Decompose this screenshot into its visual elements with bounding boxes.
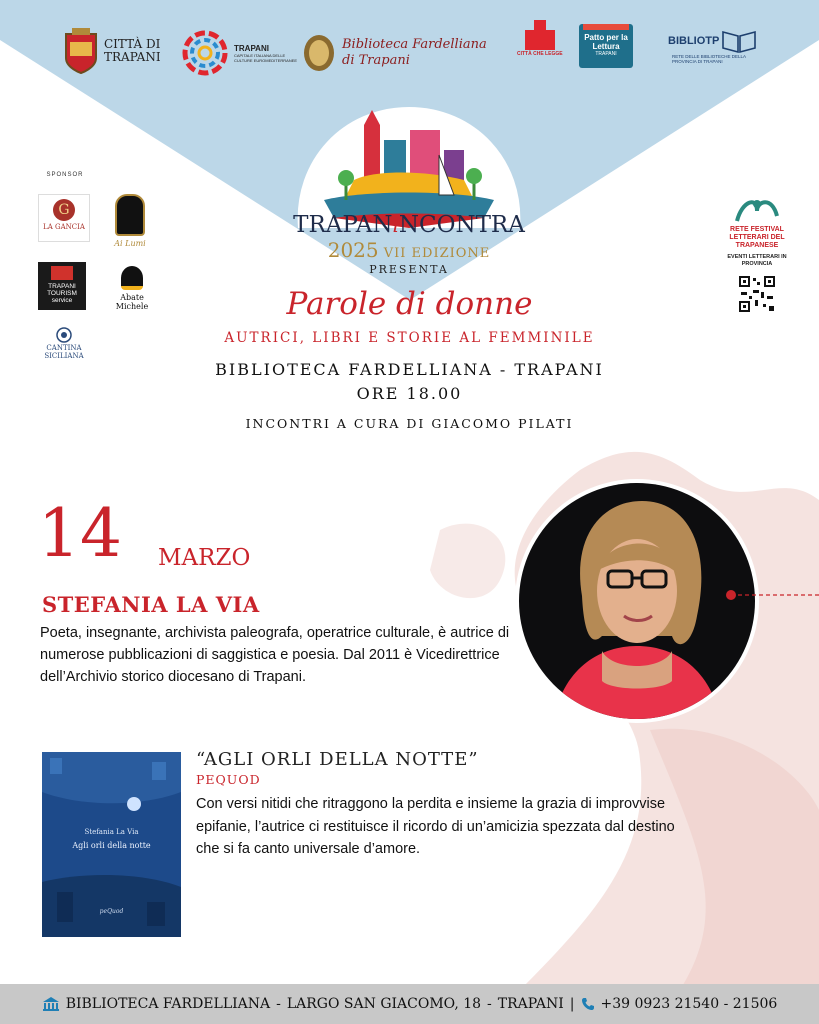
footer-bar [0, 984, 819, 1024]
festival-name: RETE FESTIVAL LETTERARI DEL TRAPANESE [729, 226, 785, 249]
edition-line [259, 238, 559, 262]
qr-code-icon[interactable] [737, 274, 777, 314]
patto-lettura-logo [579, 24, 633, 68]
event-month: MARZO [158, 545, 251, 571]
sponsor-trapani-tourism [38, 262, 86, 310]
footer-city: TRAPANI [497, 996, 564, 1012]
festival-sub: EVENTI LETTERARI IN PROVINCIA [727, 254, 787, 267]
book-publisher: PEQUOD [196, 772, 261, 787]
capitale-logo [182, 30, 304, 76]
la-gancia-text: LA GANCIA [43, 223, 85, 231]
sponsor-cantina-siciliana [38, 326, 90, 362]
sponsor-abate-michele [112, 266, 152, 318]
trapanincontra-right: NCONTRA [398, 212, 525, 238]
cantina-siciliana-icon [55, 326, 73, 344]
biblioteca-crest-icon [302, 34, 336, 72]
footer-sep-1: - [276, 996, 281, 1012]
sponsor-ai-lumi [112, 194, 148, 258]
phone-icon [581, 997, 595, 1011]
book-title: “AGLI ORLI DELLA NOTTE” [196, 749, 479, 770]
program-title: Parole di donne [286, 286, 533, 322]
author-bio: Poeta, insegnante, archivista paleografa, operatrice culturale, è autrice di numerose pubblicazioni di saggistica e poesia. Dal 2011 è Vicedirettrice dell’Archivio storico diocesano di Trapani. [40, 625, 510, 685]
citta-che-legge-text: CITTÀ CHE LEGGE [517, 51, 563, 57]
capitale-subtitle: CAPITALE ITALIANA DELLE CULTURE EUROMEDITERRANEE [234, 52, 298, 63]
trapani-tourism-text: TRAPANI TOURISM service [47, 283, 77, 304]
bibliotp-sub: RETE DELLE BIBLIOTECHE DELLA PROVINCIA DI TRAPANI [672, 54, 746, 64]
footer-sep-2: - [487, 996, 492, 1012]
abate-michele-text: Abate Michele [115, 293, 149, 311]
book-cover-publisher: peQuod [99, 908, 124, 915]
la-gancia-g-icon: G [53, 199, 75, 221]
bibliotp-text: BIBLIOTP [668, 35, 720, 47]
edition-year: 2025 [327, 238, 379, 262]
cantina-siciliana-text: CANTINA SICILIANA [44, 344, 84, 360]
book-cover-author: Stefania La Via [84, 828, 139, 836]
sponsor-la-gancia [38, 194, 90, 242]
capitale-flower-icon [182, 30, 228, 76]
presenta-label: PRESENTA [369, 263, 449, 276]
citta-trapani-text: CITTÀ DI TRAPANI [104, 37, 161, 64]
edition-text: VII EDIZIONE [383, 246, 491, 261]
book-description: Con versi nitidi che ritraggono la perdita e insieme la grazia di improvvise epifanie, l’autrice ci restituisce il ricordo di un’amicizia spezzata dal destino che si fa canto universale d’amore. [196, 796, 675, 857]
footer-address: LARGO SAN GIACOMO, 18 [286, 996, 482, 1012]
event-day: 14 [38, 495, 122, 572]
trapani-tourism-icon [51, 266, 73, 280]
ai-lumi-emblem-icon [115, 194, 145, 236]
library-building-icon [42, 996, 60, 1012]
trapanincontra-left: TRAPAN [293, 212, 393, 238]
citta-trapani-logo [64, 28, 161, 74]
bibliotp-logo [668, 28, 768, 64]
capitale-title: TRAPANI [234, 43, 269, 53]
trapanincontra-title [259, 212, 559, 238]
festival-swirl-icon [732, 196, 782, 226]
footer-divider: | [569, 996, 575, 1012]
festival-logo [722, 196, 792, 314]
program-subtitle: AUTRICI, LIBRI E STORIE AL FEMMINILE [224, 330, 595, 346]
book-cover-title: Agli orli della notte [72, 841, 151, 850]
footer-venue: BIBLIOTECA FARDELLIANA [65, 996, 271, 1012]
sponsor-label: SPONSOR [46, 172, 84, 178]
trapani-crest-icon [64, 28, 98, 74]
program-venue: BIBLIOTECA FARDELLIANA - TRAPANI [215, 360, 604, 379]
citta-che-legge-icon [523, 20, 557, 50]
trapanincontra-emblem [284, 100, 534, 230]
biblioteca-text: Biblioteca Fardelliana di Trapani [342, 37, 487, 68]
program-time: ORE 18.00 [356, 384, 463, 403]
open-book-icon [721, 28, 757, 54]
author-name: STEFANIA LA VIA [42, 592, 260, 617]
patto-lettura-text: Patto per la Lettura [584, 33, 628, 51]
program-curator: INCONTRI A CURA DI GIACOMO PILATI [245, 416, 574, 431]
citta-che-legge-logo [517, 20, 563, 57]
connector-line [724, 588, 819, 602]
patto-lettura-sub: TRAPANI [595, 51, 617, 57]
biblioteca-logo [302, 34, 487, 72]
abate-michele-icon [121, 266, 143, 290]
footer-phone[interactable]: +39 0923 21540 - 21506 [600, 996, 778, 1012]
ai-lumi-text: Ai Lumi [114, 239, 146, 248]
trapanincontra-mid: i [392, 213, 399, 237]
